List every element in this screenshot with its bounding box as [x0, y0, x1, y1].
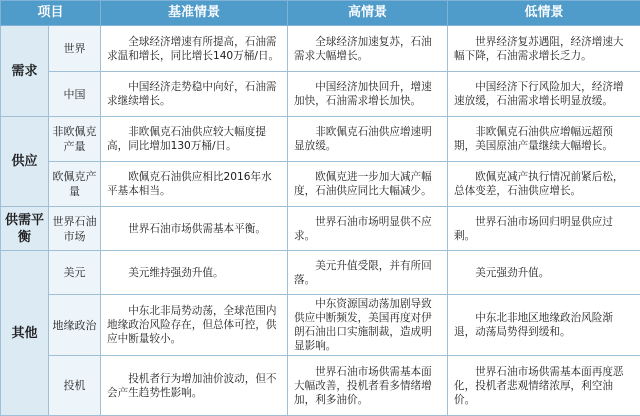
group-supply: 供应 — [1, 117, 49, 207]
table-row — [1, 207, 640, 251]
row-label: 欧佩克产量 — [49, 162, 101, 207]
table-row — [1, 356, 640, 416]
low-cell: 世界经济复苏遇阻，经济增速大幅下降，石油需求增长乏力。 — [448, 26, 640, 72]
low-cell: 欧佩克减产执行情况前紧后松，总体变差，石油供应增长。 — [448, 162, 640, 207]
low-cell: 世界石油市场供需基本面再度恶化，投机者悲观情绪浓厚，利空油价。 — [448, 356, 640, 416]
high-cell: 美元升值受限，并有所回落。 — [288, 251, 448, 295]
table-row — [1, 117, 640, 162]
row-label: 中国 — [49, 72, 101, 117]
base-cell: 欧佩克石油供应相比2016年水平基本相当。 — [101, 162, 288, 207]
high-cell: 世界石油市场供需基本面大幅改善，投机者看多情绪增加，利多油价。 — [288, 356, 448, 416]
header-low-scenario: 低情景 — [448, 1, 640, 26]
row-label: 地缘政治 — [49, 295, 101, 356]
header-high-scenario: 高情景 — [288, 1, 448, 26]
table-row — [1, 295, 640, 356]
low-cell: 世界石油市场回归明显供应过剩。 — [448, 207, 640, 251]
high-cell: 世界石油市场明显供不应求。 — [288, 207, 448, 251]
base-cell: 中国经济走势稳中向好，石油需求继续增长。 — [101, 72, 288, 117]
low-cell: 美元强劲升值。 — [448, 251, 640, 295]
header-row — [1, 1, 640, 26]
table-row — [1, 251, 640, 295]
base-cell: 投机者行为增加油价波动，但不会产生趋势性影响。 — [101, 356, 288, 416]
base-cell: 全球经济增速有所提高，石油需求温和增长，同比增长140万桶/日。 — [101, 26, 288, 72]
high-cell: 中东资源国动荡加剧导致供应中断频发，美国再度对伊朗石油出口实施制裁，造成明显影响。 — [288, 295, 448, 356]
group-demand: 需求 — [1, 26, 49, 117]
base-cell: 美元维持强劲升值。 — [101, 251, 288, 295]
high-cell: 非欧佩克石油供应增速明显放缓。 — [288, 117, 448, 162]
high-cell: 欧佩克进一步加大减产幅度，石油供应同比大幅减少。 — [288, 162, 448, 207]
low-cell: 非欧佩克石油供应增幅远超预期，美国原油产量继续大幅增长。 — [448, 117, 640, 162]
row-label: 投机 — [49, 356, 101, 416]
row-label: 世界 — [49, 26, 101, 72]
group-other: 其他 — [1, 251, 49, 416]
high-cell: 中国经济加快回升，增速加快，石油需求增长加快。 — [288, 72, 448, 117]
low-cell: 中国经济下行风险加大，经济增速放缓，石油需求增长明显放缓。 — [448, 72, 640, 117]
table-row — [1, 72, 640, 117]
header-base-scenario: 基准情景 — [101, 1, 288, 26]
header-item: 项目 — [1, 1, 101, 26]
base-cell: 非欧佩克石油供应较大幅度提高，同比增加130万桶/日。 — [101, 117, 288, 162]
row-label: 非欧佩克产量 — [49, 117, 101, 162]
base-cell: 世界石油市场供需基本平衡。 — [101, 207, 288, 251]
low-cell: 中东北非地区地缘政治风险渐退，动荡局势得到缓和。 — [448, 295, 640, 356]
high-cell: 全球经济加速复苏，石油需求大幅增长。 — [288, 26, 448, 72]
row-label: 世界石油市场 — [49, 207, 101, 251]
group-balance: 供需平衡 — [1, 207, 49, 251]
table-row — [1, 162, 640, 207]
base-cell: 中东北非局势动荡，全球范围内地缘政治风险存在，但总体可控，供应中断量较小。 — [101, 295, 288, 356]
table-row — [1, 26, 640, 72]
row-label: 美元 — [49, 251, 101, 295]
